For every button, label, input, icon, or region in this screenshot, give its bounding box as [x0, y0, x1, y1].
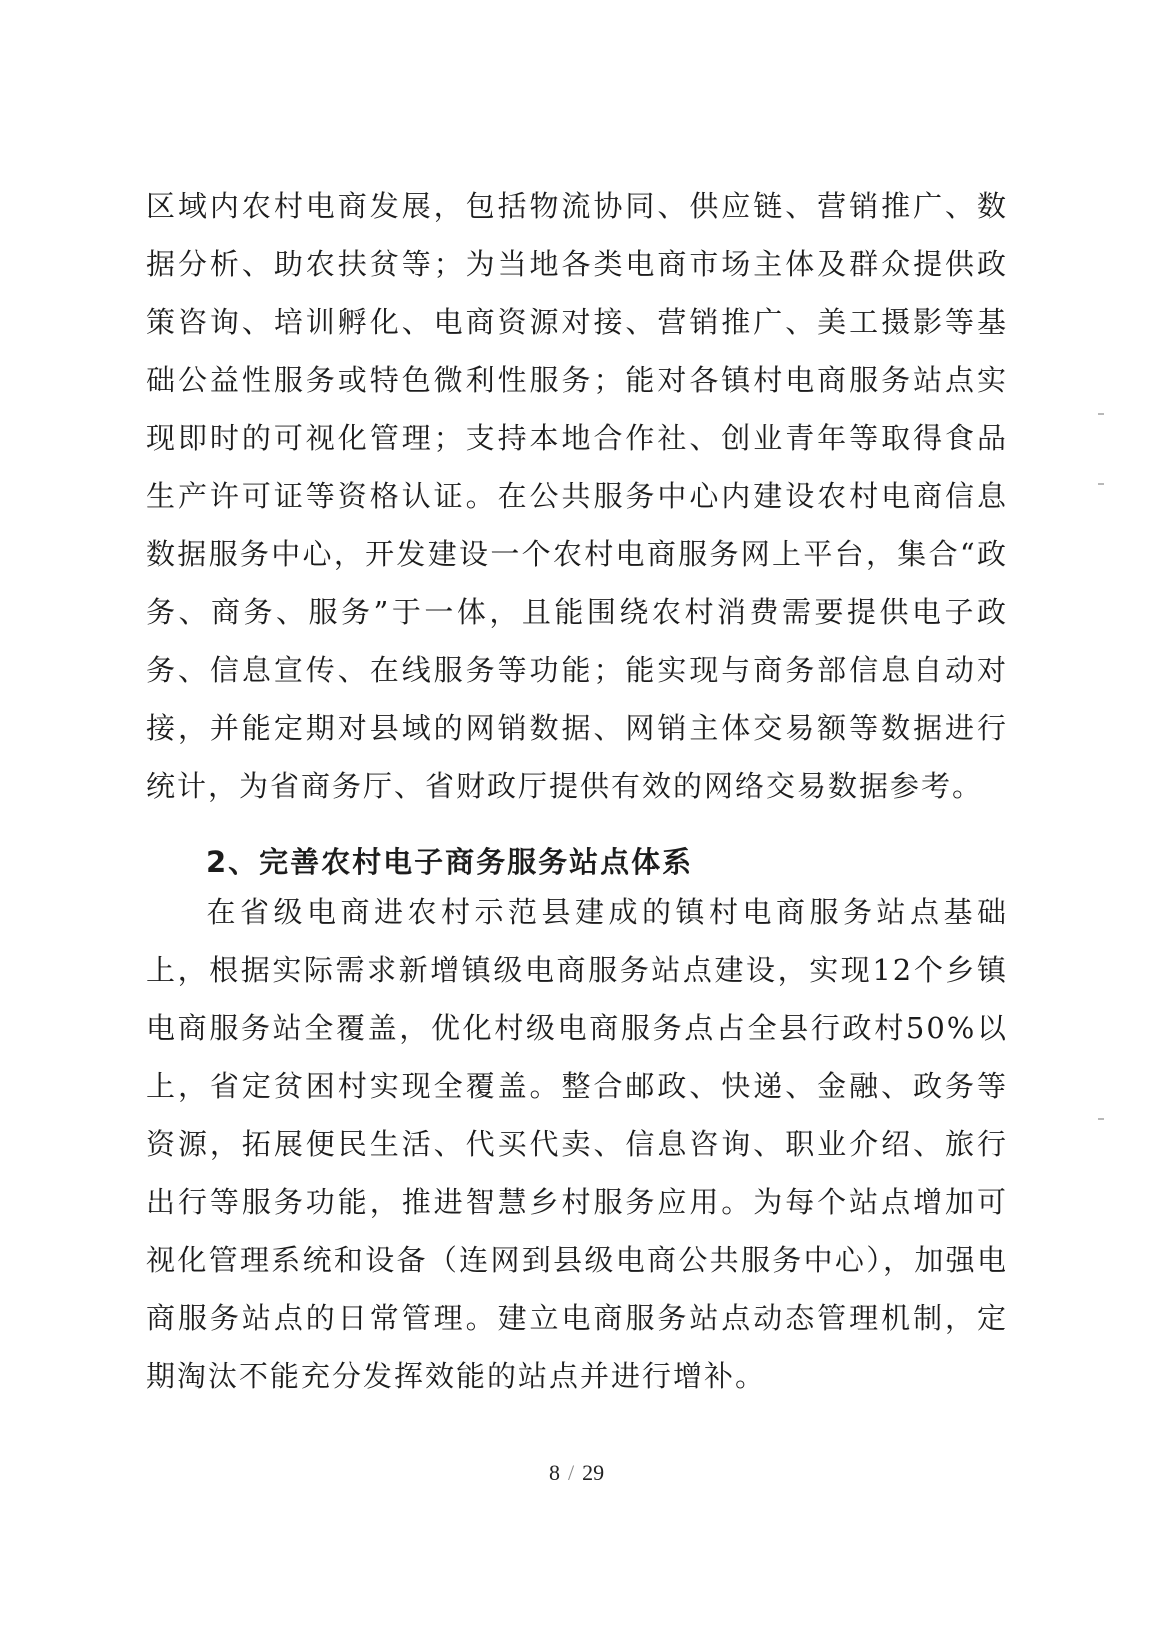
current-page-number: 8 [548, 1460, 560, 1485]
total-page-count: 29 [582, 1460, 605, 1485]
scan-artifact-mark [1098, 483, 1104, 485]
body-paragraph-1: 区域内农村电商发展，包括物流协同、供应链、营销推广、数据分析、助农扶贫等；为当地各类电商市场主体及群众提供政策咨询、培训孵化、电商资源对接、营销推广、美工摄影等基础公益性服务或特色微利性服务；能对各镇村电商服务站点实现即时的可视化管理；支持本地合作社、创业青年等取得食品生产许可证等资格认证。在公共服务中心内建设农村电商信息数据服务中心，开发建设一个农村电商服务网上平台，集合“政务、商务、服务”于一体，且能围绕农村消费需要提供电子政务、信息宣传、在线服务等功能；能实现与商务部信息自动对接，并能定期对县域的网销数据、网销主体交易额等数据进行统计，为省商务厅、省财政厅提供有效的网络交易数据参考。 [146, 189, 1008, 803]
body-paragraph-2-text: 在省级电商进农村示范县建成的镇村电商服务站点基础上，根据实际需求新增镇级电商服务站点建设，实现12个乡镇电商服务站全覆盖，优化村级电商服务点占全县行政村50%以上，省定贫困村实现全覆盖。整合邮政、快递、金融、政务等资源，拓展便民生活、代买代卖、信息咨询、职业介绍、旅行出行等服务功能，推进智慧乡村服务应用。为每个站点增加可视化管理系统和设备（连网到县级电商公共服务中心），加强电商服务站点的日常管理。建立电商服务站点动态管理机制，定期淘汰不能充分发挥效能的站点并进行增补。 [146, 895, 1008, 1393]
section-heading: 2、完善农村电子商务服务站点体系 [206, 845, 694, 879]
page-separator: / [567, 1460, 575, 1485]
scan-artifact-mark [1098, 413, 1104, 415]
page-number [0, 1459, 1153, 1487]
body-paragraph-2 [146, 883, 1008, 1405]
scan-artifact-mark [1098, 1118, 1104, 1120]
